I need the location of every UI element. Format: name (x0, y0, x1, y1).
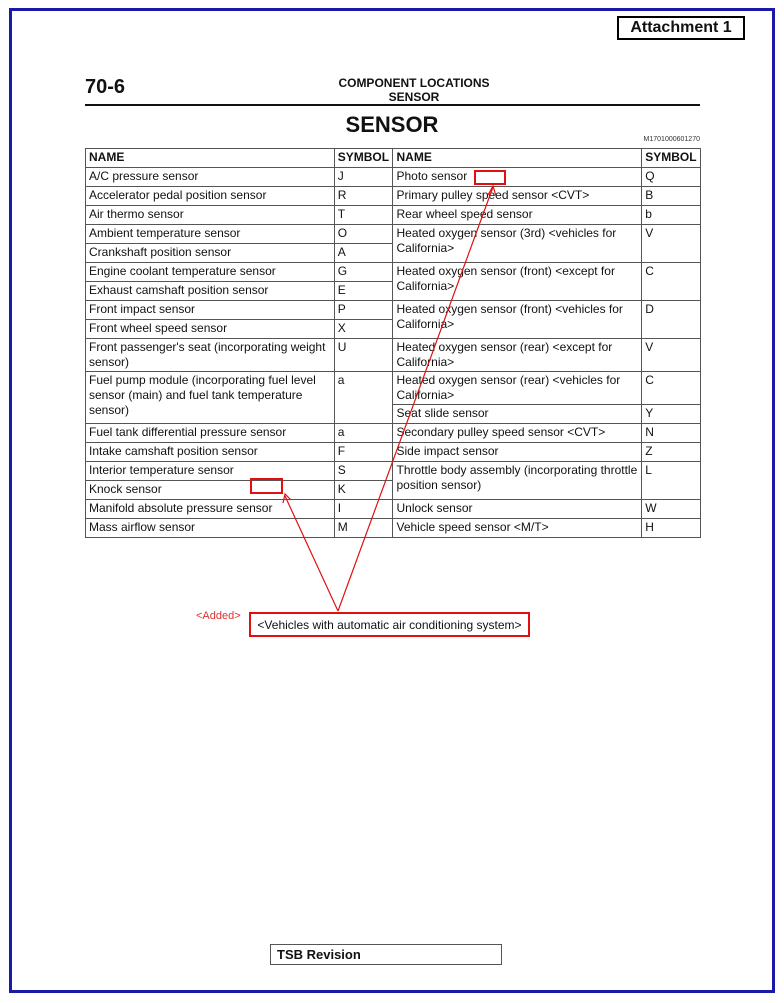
left-name: Knock sensor (86, 481, 335, 500)
left-name: Ambient temperature sensor (86, 225, 335, 244)
right-name: Photo sensor (393, 168, 642, 187)
table-row (86, 372, 701, 405)
left-name: Mass airflow sensor (86, 519, 335, 538)
right-symbol: C (642, 263, 701, 301)
right-name: Heated oxygen sensor (front) <vehicles for California> (393, 301, 642, 339)
left-symbol: a (334, 372, 393, 424)
left-symbol: K (334, 481, 393, 500)
right-symbol: Z (642, 443, 701, 462)
left-symbol: A (334, 244, 393, 263)
left-symbol: X (334, 320, 393, 339)
tsb-revision-label: TSB Revision (270, 944, 502, 965)
table-row (86, 339, 701, 372)
left-symbol: R (334, 187, 393, 206)
right-name: Heated oxygen sensor (front) <except for California> (393, 263, 642, 301)
header-rule (85, 104, 700, 106)
right-name: Throttle body assembly (incorporating throttle position sensor) (393, 462, 642, 500)
page-title: SENSOR (345, 112, 439, 137)
left-symbol: M (334, 519, 393, 538)
left-symbol: J (334, 168, 393, 187)
section-line-2: SENSOR (388, 90, 440, 104)
right-symbol: V (642, 225, 701, 263)
left-name: Air thermo sensor (86, 206, 335, 225)
figure-code: M1701000601270 (643, 136, 700, 143)
table-row (86, 225, 701, 244)
left-symbol: a (334, 424, 393, 443)
left-name: Manifold absolute pressure sensor (86, 500, 335, 519)
left-symbol: F (334, 443, 393, 462)
section-heading (314, 76, 514, 104)
left-name: Intake camshaft position sensor (86, 443, 335, 462)
left-name: A/C pressure sensor (86, 168, 335, 187)
left-name: Accelerator pedal position sensor (86, 187, 335, 206)
left-symbol: U (334, 339, 393, 372)
left-symbol: O (334, 225, 393, 244)
callout-box: <Vehicles with automatic air conditioning system> (249, 612, 530, 637)
left-symbol: P (334, 301, 393, 320)
right-name: Seat slide sensor (393, 405, 642, 424)
right-symbol: H (642, 519, 701, 538)
right-symbol: N (642, 424, 701, 443)
header-symbol-right: SYMBOL (642, 149, 701, 168)
right-name: Vehicle speed sensor <M/T> (393, 519, 642, 538)
right-name: Unlock sensor (393, 500, 642, 519)
left-symbol: G (334, 263, 393, 282)
table-row (86, 187, 701, 206)
right-name: Primary pulley speed sensor <CVT> (393, 187, 642, 206)
section-line-1: COMPONENT LOCATIONS (338, 76, 490, 90)
table-row (86, 301, 701, 320)
left-symbol: I (334, 500, 393, 519)
left-symbol: S (334, 462, 393, 481)
right-symbol: B (642, 187, 701, 206)
left-symbol: E (334, 282, 393, 301)
right-name: Side impact sensor (393, 443, 642, 462)
right-symbol: Q (642, 168, 701, 187)
left-name: Front wheel speed sensor (86, 320, 335, 339)
page-number: 70-6 (85, 76, 126, 98)
table-row (86, 424, 701, 443)
right-symbol: D (642, 301, 701, 339)
table-row (86, 263, 701, 282)
right-name: Heated oxygen sensor (3rd) <vehicles for California> (393, 225, 642, 263)
left-name: Fuel tank differential pressure sensor (86, 424, 335, 443)
added-marker-photo-sensor (474, 170, 506, 185)
attachment-label: Attachment 1 (617, 16, 745, 40)
right-name: Rear wheel speed sensor (393, 206, 642, 225)
header-name-left: NAME (86, 149, 335, 168)
table-row (86, 206, 701, 225)
added-marker-interior-temperature-sensor (250, 478, 283, 494)
left-name: Front impact sensor (86, 301, 335, 320)
table-row (86, 462, 701, 481)
table-header-row (86, 149, 701, 168)
right-symbol: C (642, 372, 701, 405)
sensor-table (85, 148, 701, 538)
table-row (86, 443, 701, 462)
header-symbol-left: SYMBOL (334, 149, 393, 168)
left-symbol: T (334, 206, 393, 225)
left-name: Engine coolant temperature sensor (86, 263, 335, 282)
left-name: Front passenger's seat (incorporating weight sensor) (86, 339, 335, 372)
right-symbol: L (642, 462, 701, 500)
table-row (86, 168, 701, 187)
table-row (86, 519, 701, 538)
added-label: <Added> (196, 610, 241, 622)
right-name: Heated oxygen sensor (rear) <vehicles for California> (393, 372, 642, 405)
right-name: Heated oxygen sensor (rear) <except for California> (393, 339, 642, 372)
right-symbol: W (642, 500, 701, 519)
left-name: Interior temperature sensor (86, 462, 335, 481)
left-name: Fuel pump module (incorporating fuel level sensor (main) and fuel tank temperature sensor) (86, 372, 335, 424)
header-name-right: NAME (393, 149, 642, 168)
right-symbol: b (642, 206, 701, 225)
table-row (86, 500, 701, 519)
right-name: Secondary pulley speed sensor <CVT> (393, 424, 642, 443)
right-symbol: Y (642, 405, 701, 424)
left-name: Crankshaft position sensor (86, 244, 335, 263)
left-name: Exhaust camshaft position sensor (86, 282, 335, 301)
right-symbol: V (642, 339, 701, 372)
